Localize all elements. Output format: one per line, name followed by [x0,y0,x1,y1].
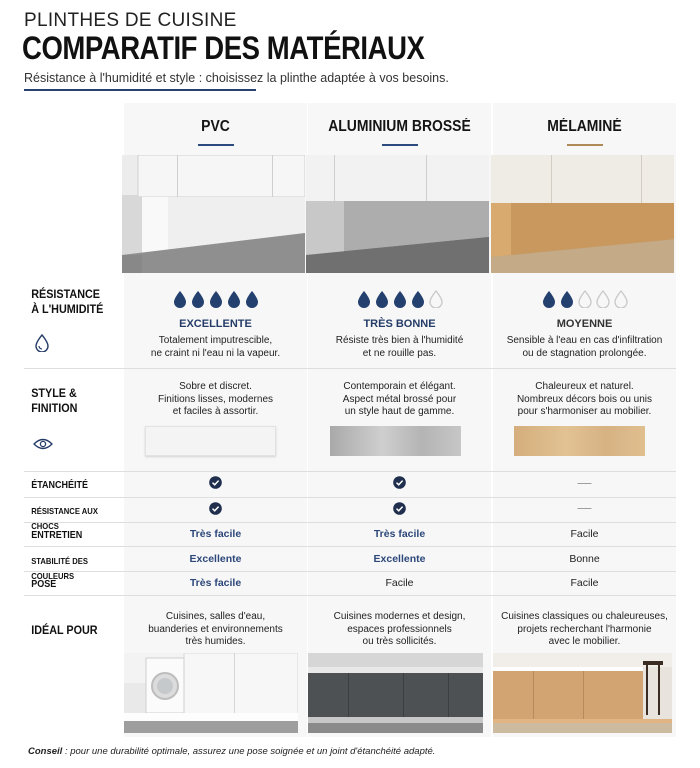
text-line: ne craint ni l'eau ni la vapeur. [150,347,281,359]
water-drop-empty-icon [596,290,610,308]
text-line: ou de stagnation prolongée. [522,347,647,359]
text-line: Cuisines, salles d'eau, [165,611,266,622]
value-entretien: Très facile [373,528,426,540]
row-label-line: FINITION [31,401,78,415]
water-drop-filled-icon [209,290,223,308]
row-label-line: À L'HUMIDITÉ [31,302,104,316]
footer-tip [28,746,435,757]
humidity-rating: MOYENNE [556,318,613,330]
text-line: pour s'harmoniser au mobilier. [517,406,652,417]
water-drop-icon [35,334,49,357]
swatch-aluminium-brushed [330,426,461,456]
column-title: MÉLAMINÉ [547,118,622,135]
text-line: projets recherchant l'harmonie [517,623,652,635]
page-subtitle: Résistance à l'humidité et style : choisissez la plinthe adaptée à vos besoins. [24,71,449,85]
text-line: Finitions lisses, modernes [157,393,274,405]
water-drop-filled-icon [560,290,574,308]
text-line: Cuisines modernes et design, [333,611,466,622]
value-entretien: Facile [570,528,599,540]
page-title: COMPARATIF DES MATÉRIAUX [22,30,425,66]
text-line: un style haut de gamme. [344,406,455,417]
water-drop-empty-icon [614,290,628,308]
row-label-line: RÉSISTANCE [31,287,101,301]
ideal-description [493,611,676,649]
text-line: Contemporain et élégant. [343,381,456,392]
row-divider [24,571,676,572]
photo-aluminium-plinth [306,155,489,273]
text-line: Totalement imputrescible, [158,335,273,346]
photo-modern-kitchen [308,653,483,733]
text-line: Aspect métal brossé pour [342,393,457,405]
value-stabilite: Excellente [189,553,242,565]
row-label-stabilite: STABILITÉ DES COULEURS [31,556,89,581]
column-title: PVC [201,118,230,135]
text-line: Chaleureux et naturel. [535,381,634,392]
row-divider [24,522,676,523]
water-drop-filled-icon [173,290,187,308]
water-drop-empty-icon [429,290,443,308]
row-label-pose: POSE [31,579,57,590]
value-stabilite: Excellente [373,553,426,565]
column-header-pvc [124,103,307,155]
check-icon [124,502,307,520]
row-label-ideal: IDÉAL POUR [31,623,98,637]
row-divider [24,595,676,596]
row-label-etancheite: ÉTANCHÉITÉ [31,480,89,491]
text-line: et faciles à assortir. [172,406,259,417]
water-drop-filled-icon [542,290,556,308]
dash-icon: — [577,499,592,515]
humidity-description [493,335,676,360]
value-stabilite: Bonne [569,553,600,565]
photo-laundry-room [124,653,298,733]
value-pose: Très facile [189,577,242,589]
row-divider [24,471,676,472]
value-pose: Facile [385,577,414,589]
text-line: Sensible à l'eau en cas d'infiltration [506,335,663,346]
style-description [308,381,491,419]
row-label-line: STYLE & [31,386,77,400]
humidity-rating: TRÈS BONNE [363,318,436,330]
text-line: Nombreux décors bois ou unis [516,393,653,405]
text-line: ou très sollicités. [362,636,437,647]
row-divider [24,497,676,498]
kicker: PLINTHES DE CUISINE [24,10,237,31]
style-description [124,381,307,419]
row-label-chocs: RÉSISTANCE AUX CHOCS [31,506,98,531]
column-accent [198,144,234,146]
row-label-entretien: ENTRETIEN [31,530,83,541]
humidity-rating: EXCELLENTE [179,318,252,330]
text-line: très humides. [185,636,246,647]
style-description [493,381,676,419]
text-line: avec le mobilier. [548,636,621,647]
eye-icon [33,437,53,455]
water-drop-filled-icon [393,290,407,308]
row-label-humidite [24,287,114,317]
humidity-drops-aluminium [308,290,491,313]
text-line: et ne rouille pas. [362,347,437,359]
check-icon [124,476,307,494]
photo-pvc-plinth [122,155,305,273]
humidity-description [124,335,307,360]
ideal-description [124,611,307,649]
humidity-drops-pvc [124,290,307,313]
ideal-description [308,611,491,649]
text-line: Sobre et discret. [179,381,252,392]
column-header-melamine [493,103,676,155]
humidity-drops-melamine [493,290,676,313]
water-drop-filled-icon [375,290,389,308]
tip-text: : pour une durabilité optimale, assurez une pose soignée et un joint d'étanchéité adapté. [62,746,436,757]
row-divider [24,368,676,369]
value-entretien: Très facile [189,528,242,540]
swatch-pvc-white [145,426,276,456]
dash-icon: — [577,474,592,490]
column-title: ALUMINIUM BROSSÉ [328,118,471,135]
water-drop-filled-icon [357,290,371,308]
water-drop-filled-icon [245,290,259,308]
tip-label: Conseil [28,746,63,757]
swatch-melamine-wood [514,426,645,456]
column-header-aluminium [308,103,491,155]
water-drop-empty-icon [578,290,592,308]
water-drop-filled-icon [411,290,425,308]
row-label-style [24,386,114,416]
column-accent [567,144,603,146]
value-pose: Facile [570,577,599,589]
text-line: Cuisines classiques ou chaleureuses, [501,611,668,622]
check-icon [308,502,491,520]
photo-classic-kitchen [493,653,672,733]
subtitle-underline [24,89,256,91]
text-line: espaces professionnels [347,623,452,635]
check-icon [308,476,491,494]
humidity-description [308,335,491,360]
water-drop-filled-icon [227,290,241,308]
row-divider [24,546,676,547]
photo-melamine-plinth [491,155,674,273]
text-line: Résiste très bien à l'humidité [335,335,464,346]
water-drop-filled-icon [191,290,205,308]
text-line: buanderies et environnements [148,623,283,635]
column-accent [382,144,418,146]
